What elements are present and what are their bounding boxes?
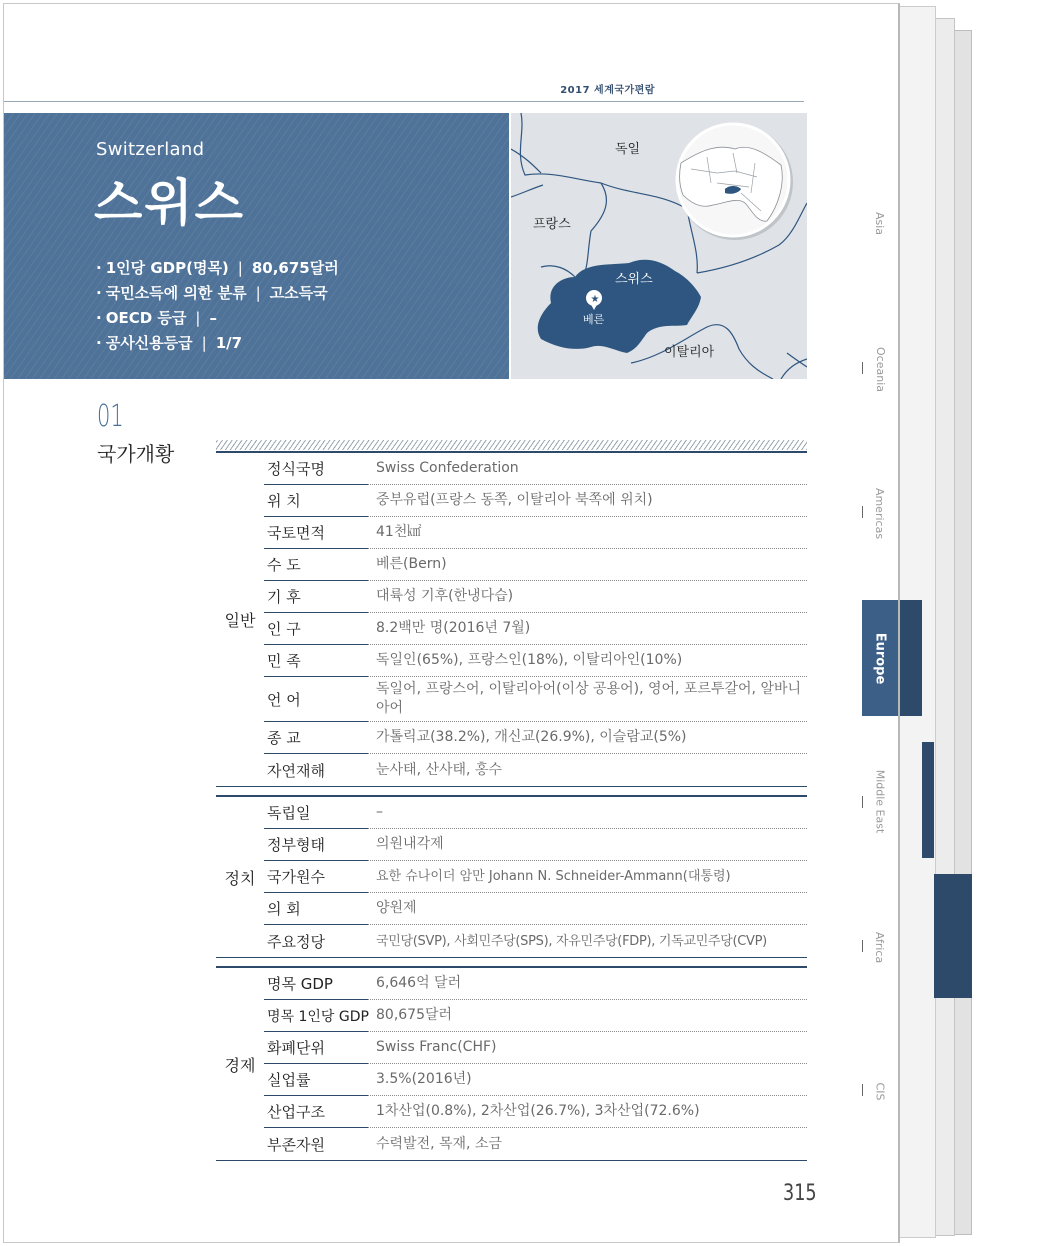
location-map [511,113,807,379]
table-row [264,1064,807,1096]
fact-item: · 국민소득에 의한 분류 | 고소득국 [96,284,328,302]
row-value: 대륙성 기후(한냉다습) [368,581,807,613]
row-value: Swiss Confederation [368,453,807,485]
table-row [264,517,807,549]
table-row [264,861,807,893]
map-label-capital: 베른 [583,313,605,326]
group-label: 일반 [224,611,256,630]
row-value: Swiss Franc(CHF) [368,1032,807,1064]
row-key: 산업구조 [264,1096,368,1128]
row-key: 정부형태 [264,829,368,861]
border-jura [541,266,575,277]
row-value: 6,646억 달러 [368,968,807,1000]
table-row [264,645,807,677]
row-key: 실업률 [264,1064,368,1096]
table-row [264,613,807,645]
row-key: 민 족 [264,645,368,677]
row-value: 국민당(SVP), 사회민주당(SPS), 자유민주당(FDP), 기독교민주당(CVP) [376,933,767,949]
row-key: 의 회 [264,893,368,925]
table-row [264,453,807,485]
row-key: 부존자원 [267,1135,325,1154]
row-value: 의원내각제 [368,829,807,861]
table-row [264,722,807,754]
section-number: 01 [97,399,124,434]
row-value: 양원제 [368,893,807,925]
group-label: 정치 [224,868,256,888]
edge-tab-mark-middle [922,742,934,858]
row-value: 가톨릭교(38.2%), 개신교(26.9%), 이슬람교(5%) [368,722,807,754]
row-value: 눈사태, 산사태, 홍수 [376,761,502,778]
map-label-france: 프랑스 [533,217,571,232]
row-key: 인 구 [264,613,368,645]
row-key: 종 교 [264,722,368,754]
capital-star-icon: ★ [590,294,600,305]
row-value: 8.2백만 명(2016년 7월) [368,613,807,645]
row-key: 자연재해 [267,761,325,780]
side-tab-americas[interactable]: Americas [873,487,887,539]
fact-item: · 1인당 GDP(명목) | 80,675달러 [96,259,339,277]
table-row [264,485,807,517]
map-label-germany: 독일 [615,142,641,157]
section-title: 국가개황 [97,442,175,466]
table-row [264,925,807,957]
border-slovenia [781,353,807,379]
row-value: 41천㎢ [368,517,807,549]
side-tab-asia[interactable]: Asia [873,211,887,235]
table-row [264,1128,807,1160]
table-row [264,893,807,925]
row-key: 국가원수 [264,861,368,893]
side-tab-oceania[interactable]: Oceania [873,346,887,392]
group-general [216,453,807,787]
row-key: 수 도 [264,549,368,581]
country-korean-name: 스위스 [94,174,245,232]
book-page [3,3,900,1243]
row-key: 기 후 [264,581,368,613]
side-tab-europe[interactable]: Europe [862,600,898,716]
country-overview-table [216,453,807,1161]
row-value: 중부유럽(프랑스 동쪽, 이탈리아 북쪽에 위치) [368,485,807,517]
row-key: 국토면적 [264,517,368,549]
table-row [264,1000,807,1032]
map-label-italy: 이탈리아 [664,345,715,360]
row-value: 베른(Bern) [368,549,807,581]
border-germany-france [520,113,606,279]
book-title: 2017 세계국가편람 [560,85,655,96]
table-row [264,581,807,613]
page-number: 315 [783,1181,817,1206]
group-economy [216,966,807,1161]
edge-tab-mark-europe [897,600,922,716]
row-key: 화폐단위 [264,1032,368,1064]
section-hatch-bar [216,440,807,450]
row-value: 수력발전, 목재, 소금 [376,1135,502,1152]
row-key: 언 어 [264,677,368,722]
row-key: 명목 GDP [264,968,368,1000]
group-politics [216,795,807,958]
side-tab-africa[interactable]: Africa [873,931,887,963]
row-key: 독립일 [264,797,368,829]
table-row [264,1096,807,1128]
table-row [264,829,807,861]
key-facts-list [96,256,339,356]
row-value: – [368,797,807,829]
row-value: 1차산업(0.8%), 2차산업(26.7%), 3차산업(72.6%) [368,1096,807,1128]
country-banner [4,113,509,379]
side-tab-middle-east[interactable]: Middle East [873,769,887,833]
group-label: 경제 [224,1055,256,1075]
table-row [264,1032,807,1064]
row-value: 3.5%(2016년) [368,1064,807,1096]
side-tab-cis[interactable]: CIS [873,1082,887,1100]
header-rule [4,101,804,102]
table-row [264,549,807,581]
row-key: 명목 1인당 GDP [264,1000,368,1032]
table-row [264,677,807,722]
row-value: 독일어, 프랑스어, 이탈리아어(이상 공용어), 영어, 포르투갈어, 알바니아어 [368,677,807,722]
map-label-switzerland: 스위스 [615,272,653,287]
fact-item: · OECD 등급 | – [96,309,217,327]
country-english-name: Switzerland [96,139,205,160]
row-value: 독일인(65%), 프랑스인(18%), 이탈리아인(10%) [368,645,807,677]
border-benelux [511,149,543,197]
edge-tab-mark-back [934,874,972,998]
row-value: 요한 슈나이더 암만 Johann N. Schneider-Ammann(대통령) [368,861,807,893]
row-key: 주요정당 [267,932,325,951]
table-row [264,968,807,1000]
table-row [264,797,807,829]
row-key: 정식국명 [264,453,368,485]
fact-item: · 공사신용등급 | 1/7 [96,334,243,352]
row-key: 위 치 [264,485,368,517]
map-graphic [511,113,807,379]
row-value: 80,675달러 [368,1000,807,1032]
table-row [264,754,807,786]
